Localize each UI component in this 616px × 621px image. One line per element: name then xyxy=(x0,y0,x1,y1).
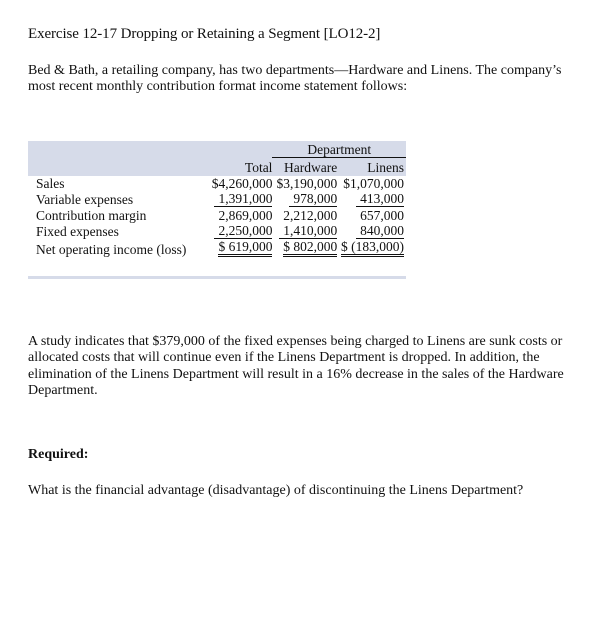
table-bottom-divider xyxy=(28,276,406,279)
row-label: Net operating income (loss) xyxy=(36,242,187,257)
column-header-row xyxy=(28,158,406,176)
question-text: What is the financial advantage (disadvantage) of discontinuing the Linens Department? xyxy=(28,483,524,498)
cell-linens: 413,000 xyxy=(356,191,404,207)
income-statement-table xyxy=(28,141,406,268)
cell-hardware: 2,212,000 xyxy=(283,208,338,223)
table-row-contribution-margin xyxy=(28,207,406,223)
cell-linens: 657,000 xyxy=(360,208,404,223)
study-paragraph: A study indicates that $379,000 of the fixed expenses being charged to Linens are sunk costs or allocated costs that will continue even if the Linens Department is dropped. In addition, the elimination of the Linens Department will result in a 16% decrease in the sales of the Hardware Department. xyxy=(28,334,564,398)
table-row-net-operating-income xyxy=(28,239,406,257)
cell-hardware: 1,410,000 xyxy=(279,223,337,239)
table-header-row xyxy=(28,141,406,158)
col-linens-header: Linens xyxy=(367,160,404,175)
department-header: Department xyxy=(272,141,406,158)
cell-total: 2,250,000 xyxy=(214,223,272,239)
cell-linens: $ (183,000) xyxy=(341,239,404,257)
cell-total: 2,869,000 xyxy=(218,208,273,223)
cell-linens: 840,000 xyxy=(356,223,404,239)
cell-total: 1,391,000 xyxy=(214,191,272,207)
col-hardware-header: Hardware xyxy=(283,160,338,175)
required-heading: Required: xyxy=(28,447,89,462)
row-label: Sales xyxy=(36,176,65,191)
table-row-variable-expenses xyxy=(28,191,406,207)
cell-total: $4,260,000 xyxy=(211,176,273,191)
table-row-sales xyxy=(28,175,406,191)
intro-paragraph: Bed & Bath, a retailing company, has two departments—Hardware and Linens. The company’s most recent monthly contribution format income statement follows: xyxy=(28,63,562,94)
income-statement-grid xyxy=(28,141,406,257)
exercise-title: Exercise 12-17 Dropping or Retaining a Segment [LO12-2] xyxy=(28,26,381,42)
row-label: Contribution margin xyxy=(36,208,147,223)
cell-hardware: $ 802,000 xyxy=(283,239,337,257)
cell-hardware: $3,190,000 xyxy=(276,176,338,191)
row-label: Variable expenses xyxy=(36,192,134,207)
table-row-fixed-expenses xyxy=(28,223,406,239)
cell-hardware: 978,000 xyxy=(289,191,337,207)
col-total-header: Total xyxy=(244,160,273,175)
cell-total: $ 619,000 xyxy=(218,239,272,257)
cell-linens: $1,070,000 xyxy=(343,176,404,191)
row-label: Fixed expenses xyxy=(36,224,119,239)
